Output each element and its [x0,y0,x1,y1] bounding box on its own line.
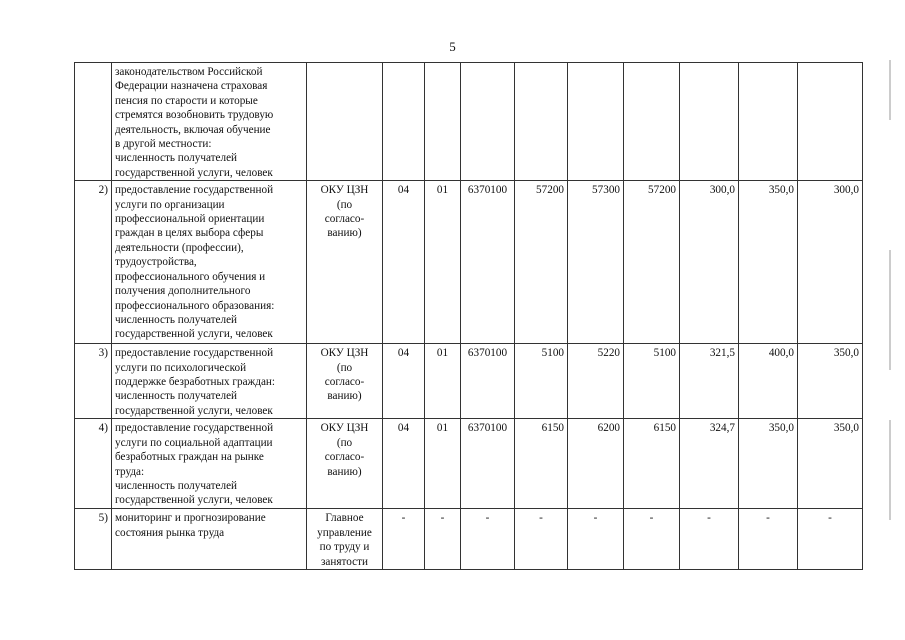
funding-cell: 321,5 [680,344,739,419]
value-cell [515,63,568,181]
description-line: услуги по психологической [115,361,247,374]
description-line: численность получателей [115,313,238,326]
description-cell [112,63,307,181]
description-line: пенсия по старости и которые [115,94,258,107]
value-cell: 6200 [568,419,624,509]
description-line: получения дополнительного [115,285,251,298]
funding-cell: 350,0 [798,344,863,419]
row-number: 5) [75,509,112,570]
code-cell: 6370100 [461,181,515,344]
funding-cell: 350,0 [739,419,798,509]
executor-line: согласо- [324,213,365,226]
description-line: услуги по социальной адаптации [115,436,273,449]
executor-cell [307,509,383,570]
executor-line: управление [317,526,372,539]
description-cell [112,344,307,419]
description-cell [112,509,307,570]
funding-cell: 350,0 [739,181,798,344]
executor-line: ОКУ ЦЗН [320,422,369,435]
description-line: труда: [115,465,145,478]
funding-cell [739,63,798,181]
funding-cell [680,63,739,181]
executor-line: согласо- [324,376,365,389]
description-line: деятельности (профессии), [115,241,244,254]
funding-cell: - [739,509,798,570]
description-line: услуги по организации [115,198,225,211]
value-cell: 57300 [568,181,624,344]
executor-line: Главное [325,512,364,525]
description-cell [112,181,307,344]
description-line: в другой местности: [115,138,212,151]
value-cell: 6150 [515,419,568,509]
description-line: предоставление государственной [115,422,274,435]
description-line: предоставление государственной [115,347,274,360]
code-cell: 01 [425,344,461,419]
code-cell: 04 [383,181,425,344]
description-line: профессионального образования: [115,299,275,312]
code-cell [425,63,461,181]
description-line: государственной услуги, человек [115,166,273,179]
description-line: государственной услуги, человек [115,328,273,341]
code-cell: - [461,509,515,570]
funding-cell: - [798,509,863,570]
row-number: 3) [75,344,112,419]
description-line: граждан в целях выбора сферы [115,227,264,240]
description-line: деятельность, включая обучение [115,123,271,136]
description-line: профессионального обучения и [115,270,266,283]
funding-cell: 300,0 [798,181,863,344]
row-number: 4) [75,419,112,509]
value-cell: 57200 [624,181,680,344]
description-line: численность получателей [115,479,238,492]
table-row [75,181,863,344]
description-line: безработных граждан на рынке [115,451,264,464]
description-line: Федерации назначена страховая [115,80,268,93]
code-cell: - [425,509,461,570]
description-line: законодательством Российской [115,66,263,78]
executor-cell [307,344,383,419]
funding-cell: 300,0 [680,181,739,344]
description-line: состояния рынка труда [115,526,225,539]
description-line: поддержке безработных граждан: [115,376,276,389]
code-cell: 01 [425,181,461,344]
executor-line: (по [336,361,353,374]
description-line: стремятся возобновить трудовую [115,109,274,122]
code-cell: - [383,509,425,570]
value-cell: 5220 [568,344,624,419]
executor-line: по труду и [319,541,370,554]
value-cell: - [624,509,680,570]
code-cell: 6370100 [461,419,515,509]
funding-cell [798,63,863,181]
executor-line: ОКУ ЦЗН [320,184,369,197]
value-cell: 57200 [515,181,568,344]
description-line: государственной услуги, человек [115,494,273,507]
description-line: предоставление государственной [115,184,274,197]
code-cell [461,63,515,181]
executor-line: занятости [321,555,368,568]
funding-cell: 400,0 [739,344,798,419]
code-cell: 04 [383,344,425,419]
value-cell: - [515,509,568,570]
description-line: численность получателей [115,152,238,165]
table-row [75,509,863,570]
funding-cell: 350,0 [798,419,863,509]
executor-line: ванию) [327,227,362,240]
code-cell [383,63,425,181]
value-cell: 5100 [515,344,568,419]
executor-line: ванию) [327,465,362,478]
description-line: численность получателей [115,390,238,403]
indicators-table [74,62,863,570]
executor-cell [307,63,383,181]
value-cell: 5100 [624,344,680,419]
description-line: профессиональной ориентации [115,213,265,226]
executor-line: согласо- [324,451,365,464]
executor-cell [307,419,383,509]
table-row-continuation [75,63,863,181]
code-cell: 01 [425,419,461,509]
description-line: трудоустройства, [115,256,197,269]
row-number: 2) [75,181,112,344]
scan-artifact-mark [889,250,891,370]
value-cell: 6150 [624,419,680,509]
value-cell: - [568,509,624,570]
table-row [75,419,863,509]
executor-line: (по [336,198,353,211]
funding-cell: 324,7 [680,419,739,509]
executor-line: (по [336,436,353,449]
table-row [75,344,863,419]
value-cell [568,63,624,181]
value-cell [624,63,680,181]
page-number: 5 [449,39,456,54]
executor-cell [307,181,383,344]
code-cell: 04 [383,419,425,509]
scan-artifact-mark [889,60,891,120]
description-cell [112,419,307,509]
row-number-cell [75,63,112,181]
description-line: государственной услуги, человек [115,404,273,417]
description-line: мониторинг и прогнозирование [115,512,266,525]
scan-artifact-mark [889,420,891,520]
executor-line: ОКУ ЦЗН [320,347,369,360]
code-cell: 6370100 [461,344,515,419]
executor-line: ванию) [327,390,362,403]
funding-cell: - [680,509,739,570]
